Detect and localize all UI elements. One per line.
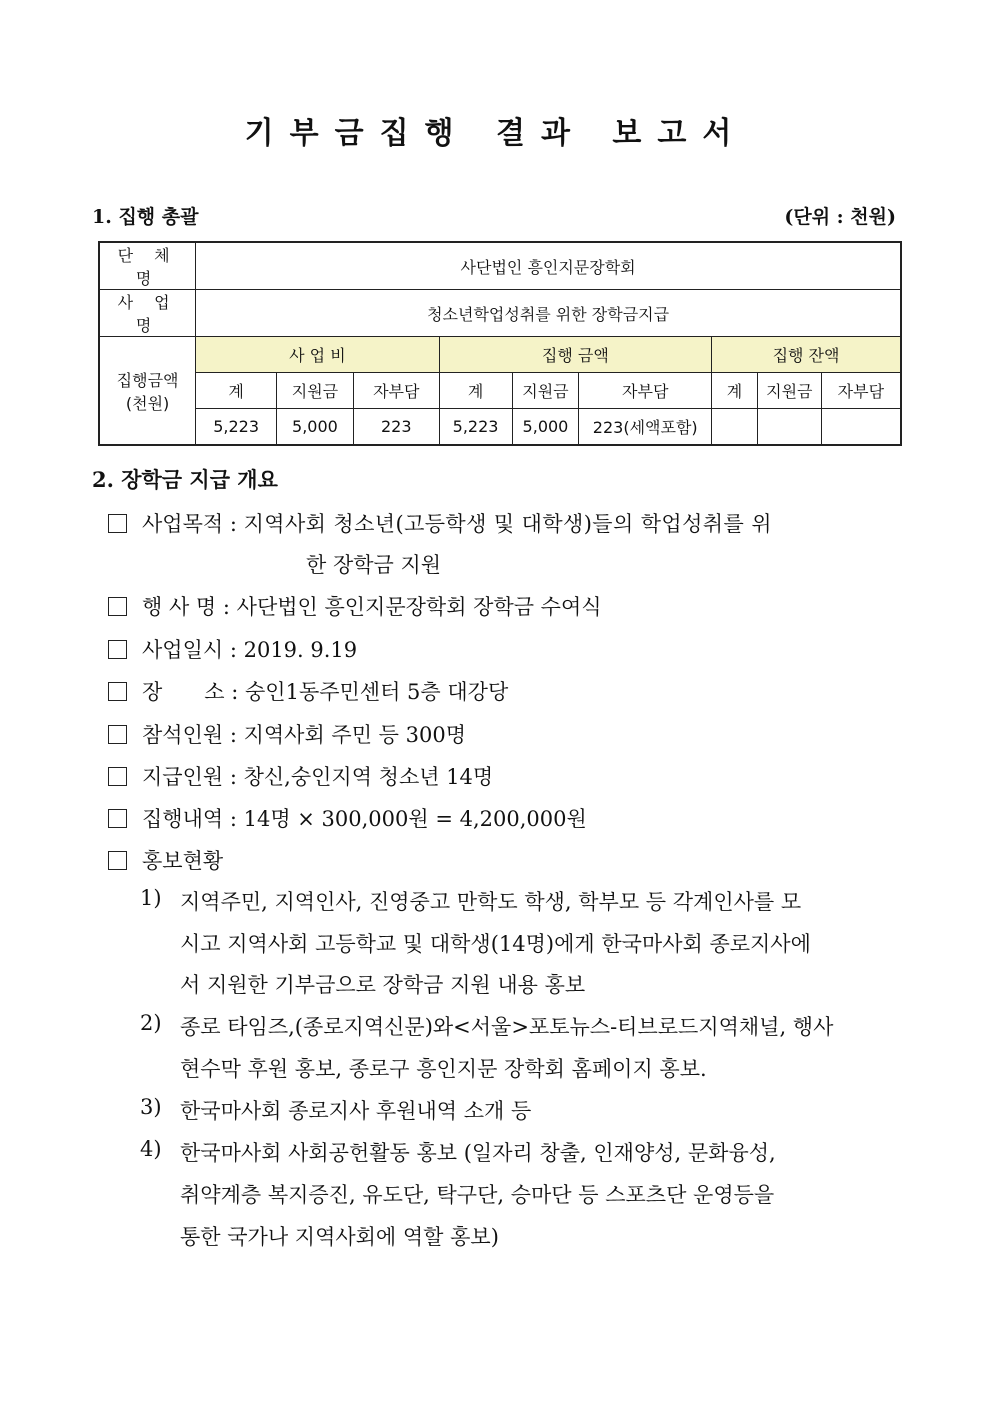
exec-label: 집행내역 :	[142, 807, 237, 831]
group-header-balance: 집행 잔액	[712, 337, 901, 373]
group-header-executed: 집행 금액	[439, 337, 711, 373]
amount-label	[99, 337, 196, 446]
checkbox-icon	[108, 514, 127, 533]
purpose-label: 사업목적 :	[142, 512, 237, 536]
table-row	[99, 290, 901, 337]
checkbox-icon	[108, 682, 127, 701]
purpose-line1: 지역사회 청소년(고등학생 및 대학생)들의 학업성취를 위	[243, 512, 772, 536]
amount-label-line1: 집행금액	[116, 370, 179, 390]
document-title: 기부금집행 결과 보고서	[244, 116, 748, 151]
promo-num-1: 1)	[140, 886, 162, 910]
checkbox-icon	[108, 640, 127, 659]
org-label: 단 체 명	[99, 242, 196, 290]
purpose-item	[108, 508, 772, 538]
subheader-cell: 자부담	[353, 373, 439, 409]
promo-1-line-2: 시고 지역사회 고등학교 및 대학생(14명)에게 한국마사회 종로지사에	[180, 932, 811, 956]
subheader-cell: 자부담	[821, 373, 901, 409]
value-cell	[821, 409, 901, 446]
value-cell: 223	[353, 409, 439, 446]
event-item	[108, 591, 602, 621]
project-value: 청소년학업성취를 위한 장학금지급	[196, 290, 901, 337]
value-cell: 223(세액포함)	[579, 409, 712, 446]
promo-num-4: 4)	[140, 1137, 162, 1161]
value-cell	[757, 409, 821, 446]
value-cell: 5,000	[277, 409, 354, 446]
org-value: 사단법인 흥인지문장학회	[196, 242, 901, 290]
recipients-value: 창신,숭인지역 청소년 14명	[243, 765, 494, 789]
subheader-cell: 계	[712, 373, 758, 409]
table-row	[99, 373, 901, 409]
promo-2-line-2: 현수막 후원 홍보, 종로구 흥인지문 장학회 홈페이지 홍보.	[180, 1057, 707, 1081]
promo-4-line-1: 한국마사회 사회공헌활동 홍보 (일자리 창출, 인재양성, 문화융성,	[180, 1141, 776, 1165]
section1-heading: 1. 집행 총괄	[92, 206, 199, 228]
subheader-cell: 자부담	[579, 373, 712, 409]
promo-item	[108, 845, 223, 875]
place-value: 숭인1동주민센터 5층 대강당	[245, 680, 509, 704]
attend-item	[108, 719, 466, 749]
value-cell: 5,223	[439, 409, 512, 446]
exec-item	[108, 803, 587, 833]
purpose-line2: 한 장학금 지원	[306, 553, 442, 577]
table-row	[99, 242, 901, 290]
table-row	[99, 337, 901, 373]
table-row	[99, 409, 901, 446]
recipients-item	[108, 761, 493, 791]
value-cell: 5,000	[512, 409, 579, 446]
checkbox-icon	[108, 809, 127, 828]
checkbox-icon	[108, 851, 127, 870]
subheader-cell: 계	[196, 373, 277, 409]
subheader-cell: 지원금	[277, 373, 354, 409]
checkbox-icon	[108, 725, 127, 744]
promo-3-line-1: 한국마사회 종로지사 후원내역 소개 등	[180, 1099, 532, 1123]
promo-num-3: 3)	[140, 1095, 162, 1119]
date-label: 사업일시 :	[142, 638, 237, 662]
attend-value: 지역사회 주민 등 300명	[243, 723, 466, 747]
subheader-cell: 지원금	[757, 373, 821, 409]
recipients-label: 지급인원 :	[142, 765, 237, 789]
checkbox-icon	[108, 767, 127, 786]
promo-num-2: 2)	[140, 1011, 162, 1035]
exec-value: 14명 × 300,000원 = 4,200,000원	[243, 807, 587, 831]
attend-label: 참석인원 :	[142, 723, 237, 747]
promo-label: 홍보현황	[142, 849, 224, 873]
summary-table	[98, 241, 902, 446]
unit-label: (단위 : 천원)	[784, 206, 896, 228]
checkbox-icon	[108, 597, 127, 616]
place-label: 장 소 :	[142, 680, 239, 704]
event-label: 행 사 명 :	[142, 595, 230, 619]
section2-heading: 2. 장학금 지급 개요	[92, 467, 278, 492]
promo-4-line-2: 취약계층 복지증진, 유도단, 탁구단, 승마단 등 스포츠단 운영등을	[180, 1183, 775, 1207]
promo-4-line-3: 통한 국가나 지역사회에 역할 홍보)	[180, 1225, 499, 1249]
value-cell: 5,223	[196, 409, 277, 446]
date-item	[108, 634, 357, 664]
amount-label-line2: (천원)	[125, 393, 170, 413]
value-cell	[712, 409, 758, 446]
promo-2-line-1: 종로 타임즈,(종로지역신문)와<서울>포토뉴스-티브로드지역채널, 행사	[180, 1015, 834, 1039]
subheader-cell: 지원금	[512, 373, 579, 409]
subheader-cell: 계	[439, 373, 512, 409]
date-value: 2019. 9.19	[243, 638, 358, 662]
place-item	[108, 676, 508, 706]
group-header-budget: 사 업 비	[196, 337, 439, 373]
promo-1-line-3: 서 지원한 기부금으로 장학금 지원 내용 홍보	[180, 973, 586, 997]
project-label: 사 업 명	[99, 290, 196, 337]
event-value: 사단법인 흥인지문장학회 장학금 수여식	[236, 595, 602, 619]
promo-1-line-1: 지역주민, 지역인사, 진영중고 만학도 학생, 학부모 등 각계인사를 모	[180, 890, 802, 914]
